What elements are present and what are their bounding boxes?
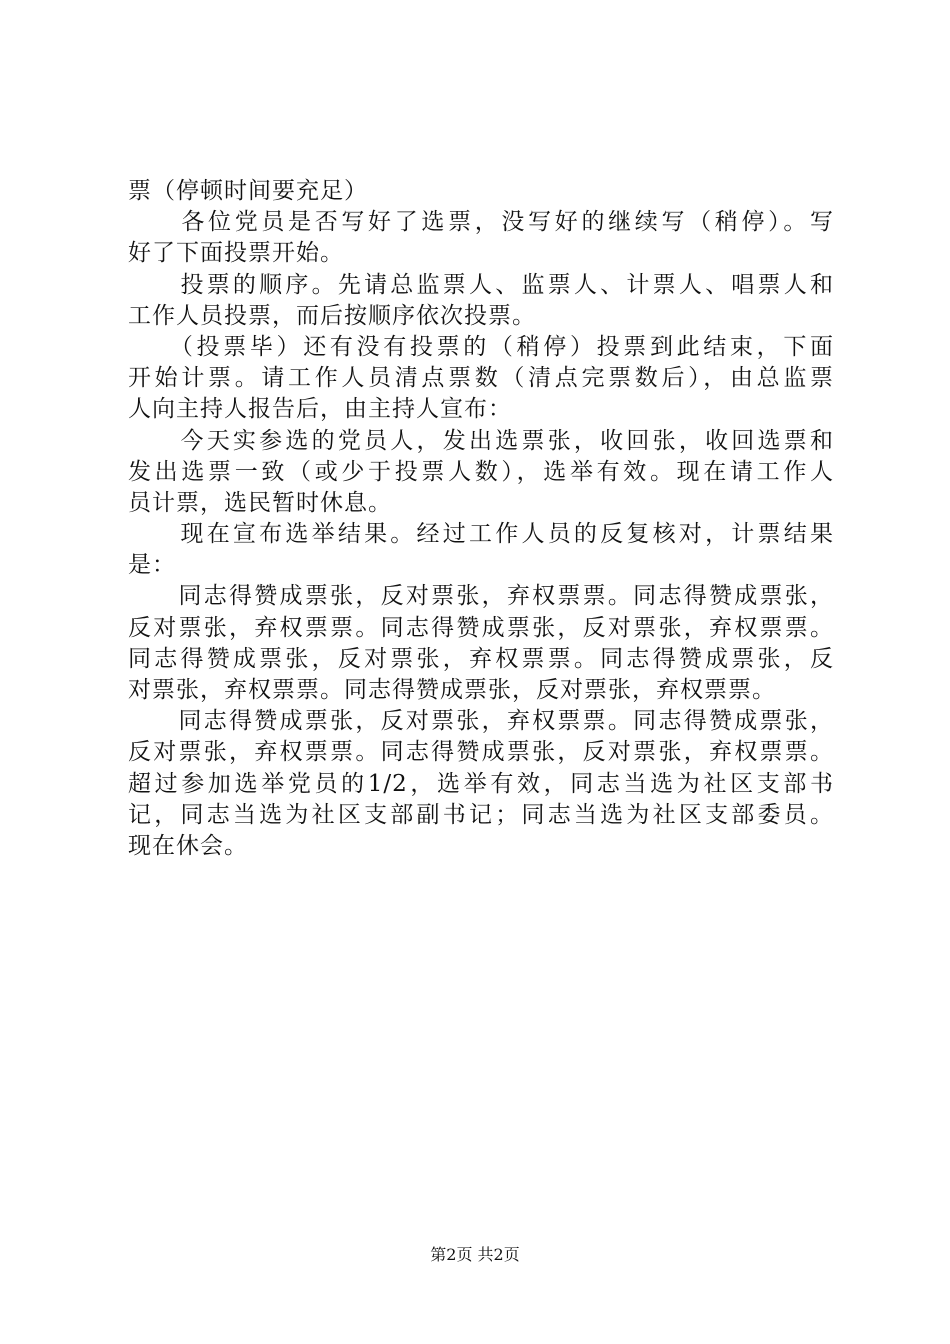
text-line: 员计票，选民暂时休息。: [128, 489, 392, 516]
text-line: 超过参加选举党员的1/2，选举有效，同志当选为社区支部书: [128, 770, 834, 797]
text-line: 各位党员是否写好了选票，没写好的继续写（稍停）。写: [128, 209, 834, 236]
text-line: 现在休会。: [128, 832, 248, 859]
text-line: 人向主持人报告后，由主持人宣布：: [128, 396, 512, 423]
text-line: 同志得赞成票张，反对票张，弃权票票。同志得赞成票张，: [128, 583, 834, 610]
text-line: 同志得赞成票张，反对票张，弃权票票。同志得赞成票张，反: [128, 645, 834, 672]
text-line: 是：: [128, 552, 176, 579]
text-line: 反对票张，弃权票票。同志得赞成票张，反对票张，弃权票票。: [128, 739, 834, 766]
text-line: 投票的顺序。先请总监票人、监票人、计票人、唱票人和: [128, 271, 834, 298]
text-line: 发出选票一致（或少于投票人数），选举有效。现在请工作人: [128, 458, 834, 485]
text-line: 反对票张，弃权票票。同志得赞成票张，反对票张，弃权票票。: [128, 614, 834, 641]
text-line: 记，同志当选为社区支部副书记；同志当选为社区支部委员。: [128, 801, 834, 828]
text-line: 票（停顿时间要充足）: [128, 178, 368, 204]
text-line: 同志得赞成票张，反对票张，弃权票票。同志得赞成票张，: [128, 708, 834, 735]
text-line: 对票张，弃权票票。同志得赞成票张，反对票张，弃权票票。: [128, 677, 776, 703]
text-line: 工作人员投票，而后按顺序依次投票。: [128, 302, 536, 329]
text-line: 开始计票。请工作人员清点票数（清点完票数后），由总监票: [128, 365, 834, 392]
text-line: 好了下面投票开始。: [128, 240, 344, 267]
page-footer: 第2页 共2页: [430, 1245, 520, 1264]
document-body: [128, 176, 834, 862]
text-line: 今天实参选的党员人，发出选票张，收回张，收回选票和: [128, 427, 834, 454]
text-line: （投票毕）还有没有投票的（稍停）投票到此结束，下面: [128, 333, 834, 360]
text-line: 现在宣布选举结果。经过工作人员的反复核对，计票结果: [128, 521, 834, 548]
